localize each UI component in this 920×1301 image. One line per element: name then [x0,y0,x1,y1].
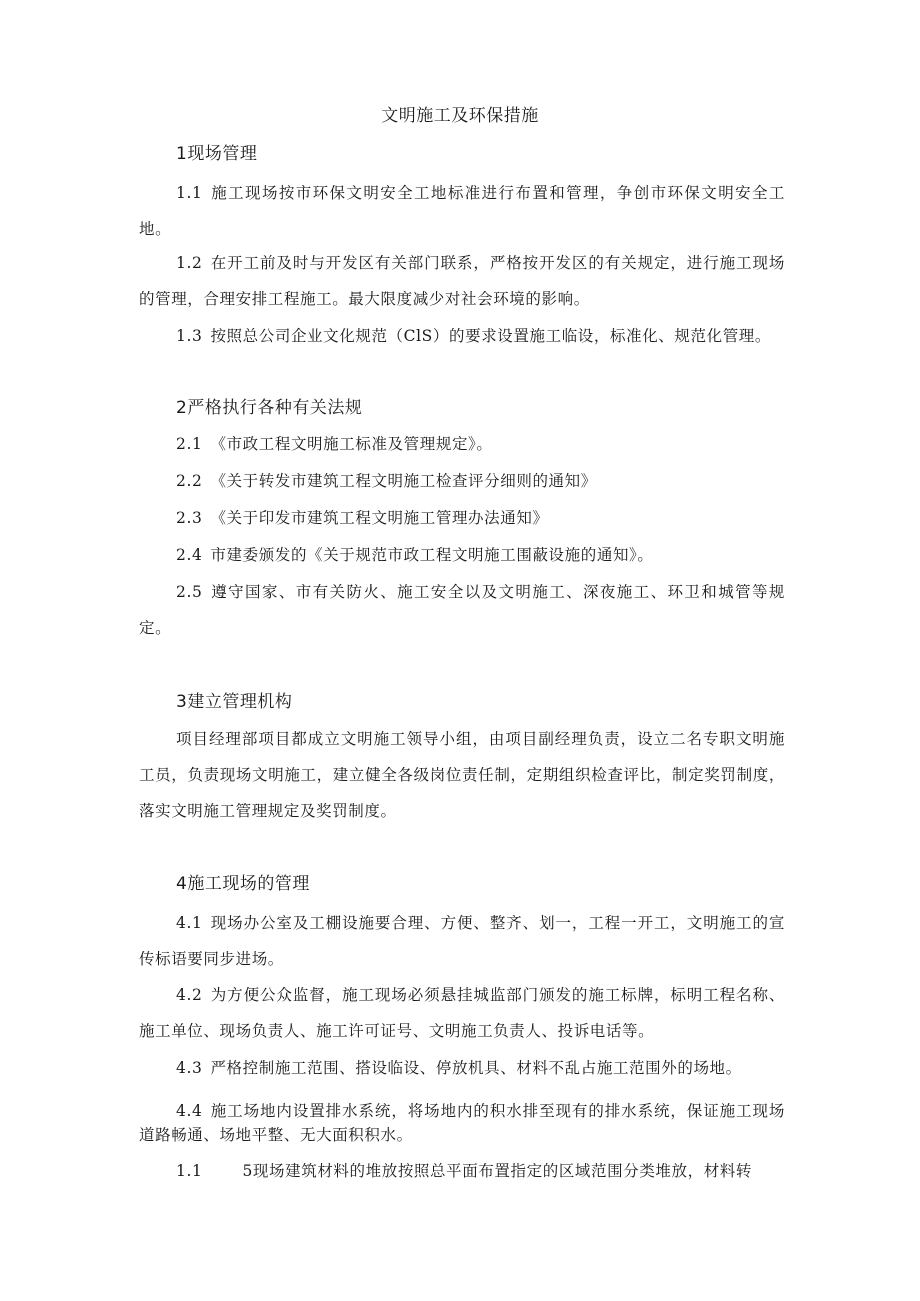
paragraph-4-5 [139,1153,785,1189]
item-text: 严格控制施工范围、搭设临设、停放机具、材料不乱占施工范围外的场地。 [210,1059,742,1077]
item-text: 遵守国家、市有关防火、施工安全以及文明施工、深夜施工、环卫和城管等规定。 [139,583,785,637]
item-text: 为方便公众监督，施工现场必须悬挂城监部门颁发的施工标牌，标明工程名称、施工单位、现场负责人、施工许可证号、文明施工负责人、投诉电话等。 [139,986,785,1040]
paragraph-4-3 [139,1050,785,1086]
item-text: 在开工前及时与开发区有关部门联系，严格按开发区的有关规定，进行施工现场的管理，合理安排工程施工。最大限度减少对社会环境的影响。 [139,254,785,308]
item-number: 2.3 [176,509,203,527]
paragraph-2-2 [139,463,785,499]
item-text: 《关于印发市建筑工程文明施工管理办法通知》 [210,509,549,527]
paragraph-1-2 [139,245,785,317]
item-number: 4.1 [176,914,203,932]
item-text: 《市政工程文明施工标准及管理规定》。 [210,435,493,453]
item-text: 施工场地内设置排水系统，将场地内的积水排至现有的排水系统，保证施工现场道路畅通、场地平整、无大面积积水。 [139,1102,785,1144]
item-number: 2.5 [176,583,203,601]
section-heading-2: 2严格执行各种有关法规 [176,398,363,418]
item-text: 按照总公司企业文化规范（ClS）的要求设置施工临设，标准化、规范化管理。 [210,327,771,345]
section-heading-1: 1现场管理 [176,144,258,164]
item-number: 2.4 [176,546,203,564]
item-number: 1.2 [176,254,203,272]
section-heading-3: 3建立管理机构 [176,692,293,712]
paragraph-1-3 [139,318,785,354]
paragraph-2-3 [139,500,785,536]
item-number: 1.3 [176,327,203,345]
item-number: 4.2 [176,986,203,1004]
item-text: 现场办公室及工棚设施要合理、方便、整齐、划一，工程一开工，文明施工的宣传标语要同步进场。 [139,914,785,968]
item-text: 《关于转发市建筑工程文明施工检查评分细则的通知》 [210,472,597,490]
paragraph-4-2 [139,977,785,1049]
item-number: 4.3 [176,1059,203,1077]
item-text: 施工现场按市环保文明安全工地标准进行布置和管理，争创市环保文明安全工地。 [139,184,785,238]
document-title: 文明施工及环保措施 [381,106,539,126]
item-number: 2.1 [176,435,203,453]
paragraph-2-5 [139,574,785,646]
item-number: 1.1 [176,1162,203,1180]
section-heading-4: 4施工现场的管理 [176,874,310,894]
item-number: 4.4 [176,1102,203,1120]
item-number: 1.1 [176,184,203,202]
paragraph-2-4 [139,537,785,573]
paragraph-1-1 [139,175,785,247]
paragraph-2-1 [139,426,785,462]
item-number: 2.2 [176,472,203,490]
paragraph-4-4 [139,1099,785,1147]
paragraph-3-body: 项目经理部项目都成立文明施工领导小组，由项目副经理负责，设立二名专职文明施工员，负责现场文明施工，建立健全各级岗位责任制，定期组织检查评比，制定奖罚制度，落实文明施工管理规定及奖罚制度。 [139,730,785,820]
paragraph-4-1 [139,905,785,977]
item-text: 5现场建筑材料的堆放按照总平面布置指定的区域范围分类堆放，材料转 [242,1162,753,1180]
item-text: 市建委颁发的《关于规范市政工程文明施工围蔽设施的通知》。 [210,546,654,564]
